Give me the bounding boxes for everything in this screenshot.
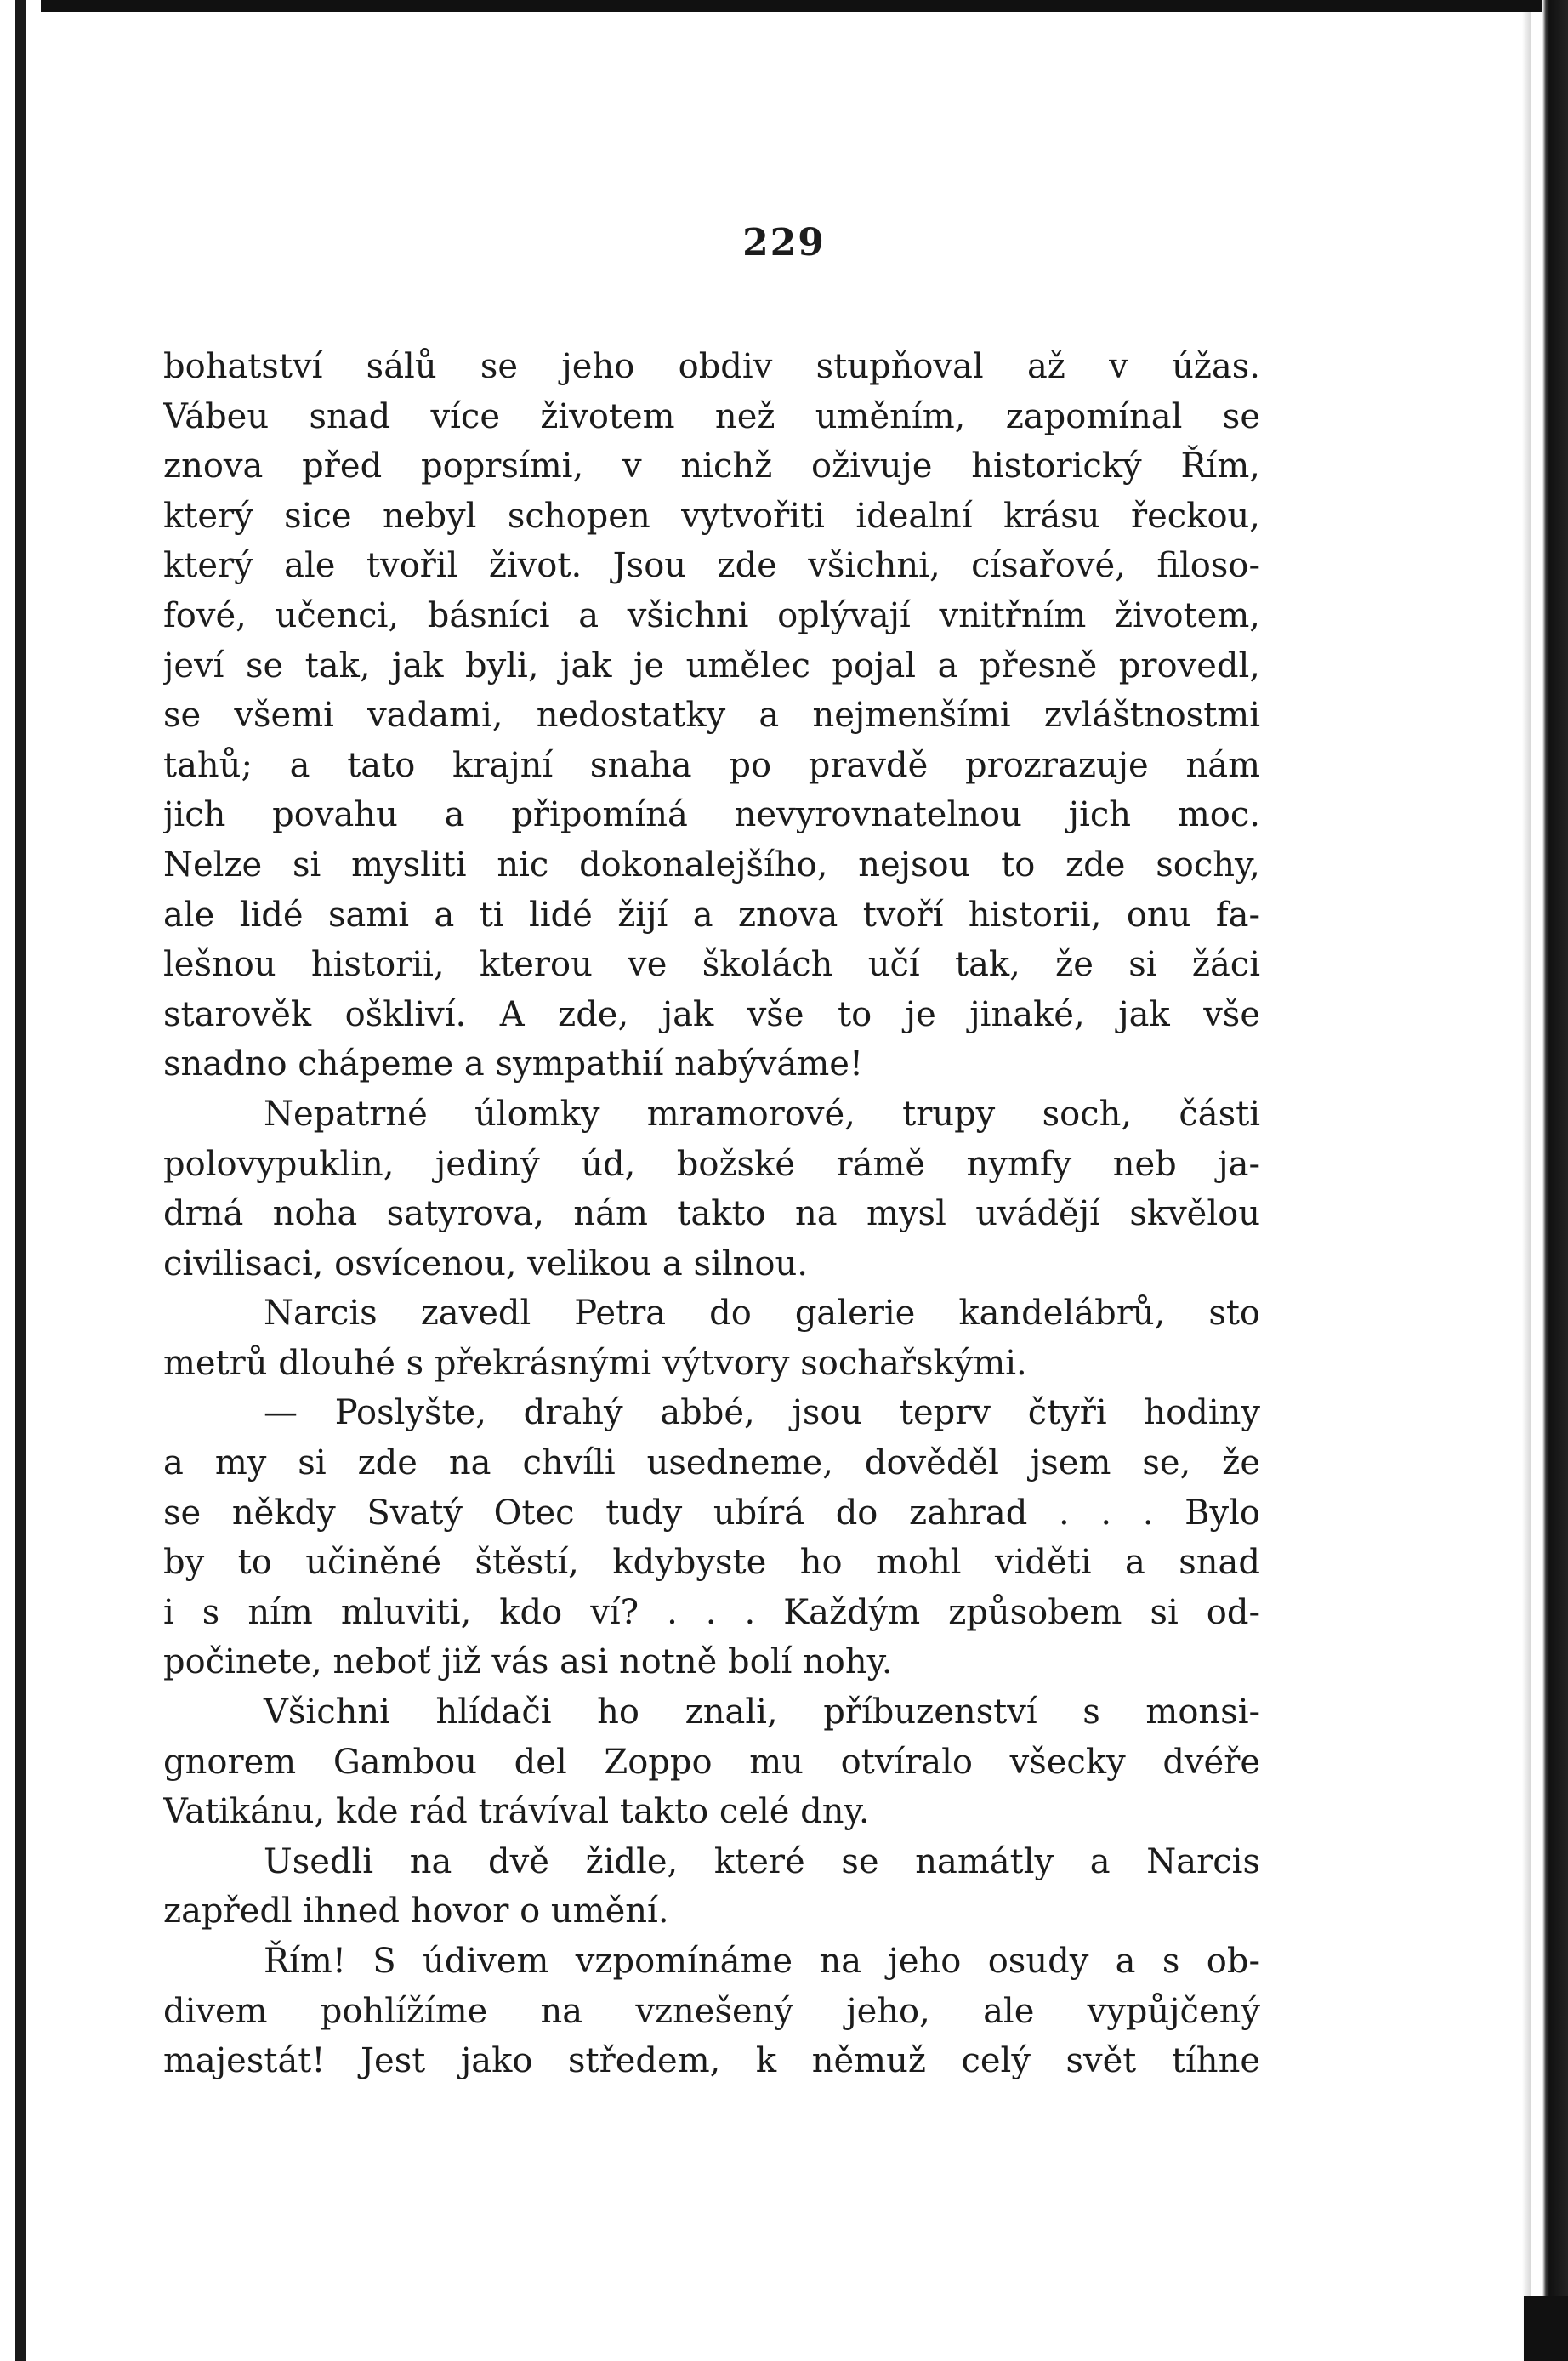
text-line: Vatikánu, kde rád trávíval takto celé dny. [163,1792,870,1832]
text-line: znova před poprsími, v nichž oživuje historický Řím, [163,447,1260,486]
text-line: Usedli na dvě židle, které se namátly a Narcis [264,1841,1260,1881]
text-line: Narcis zavedl Petra do galerie kandelábrů, sto [264,1294,1260,1334]
text-line: a my si zde na chvíli usedneme, dověděl jsem se, že [163,1443,1260,1483]
text-line: bohatství sálů se jeho obdiv stupňoval až v úžas. [163,347,1260,386]
text-line: zapředl ihned hovor o umění. [163,1892,669,1931]
text-line: snadno chápeme a sympathií nabýváme! [163,1044,864,1084]
text-line: drná noha satyrova, nám takto na mysl uvádějí skvělou [163,1194,1260,1234]
text-line: jeví se tak, jak byli, jak je umělec pojal a přesně provedl, [163,646,1260,686]
text-line: civilisaci, osvícenou, velikou a silnou. [163,1243,808,1283]
text-line: metrů dlouhé s překrásnými výtvory sochařskými. [163,1343,1027,1383]
text-line: se všemi vadami, nedostatky a nejmenšími zvláštnostmi [163,696,1260,736]
text-line: i s ním mluviti, kdo ví? . . . Každým způsobem si od- [163,1592,1260,1632]
text-line: tahů; a tato krajní snaha po pravdě prozrazuje nám [163,745,1260,785]
text-line: Všichni hlídači ho znali, příbuzenství s monsi- [264,1693,1260,1732]
text-line: gnorem Gambou del Zoppo mu otvíralo všecky dvéře [163,1742,1260,1782]
scan-border-right [1542,0,1568,2361]
text-line: který sice nebyl schopen vytvořiti idealní krásu řeckou, [163,496,1260,536]
text-line: Nelze si mysliti nic dokonalejšího, nejsou to zde sochy, [163,845,1260,885]
text-line: Vábeu snad více životem než uměním, zapomínal se [163,396,1260,436]
text-line: fové, učenci, básníci a všichni oplývají vnitřním životem, [163,595,1260,635]
scan-border-left [0,0,41,2361]
text-line: divem pohlížíme na vznešený jeho, ale vypůjčený [163,1991,1260,2031]
text-line: polovypuklin, jediný úd, božské rámě nymfy neb ja- [163,1144,1260,1184]
page-fold-shadow [1522,12,1531,2361]
text-line: jich povahu a připomíná nevyrovnatelnou jich moc. [163,795,1260,835]
text-line: počinete, neboť již vás asi notně bolí nohy. [163,1642,893,1682]
text-line: starověk oškliví. A zde, jak vše to je jinaké, jak vše [163,994,1260,1034]
scan-border-top [15,0,1568,12]
text-line: lešnou historii, kterou ve školách učí tak, že si žáci [163,945,1260,985]
text-line: který ale tvořil život. Jsou zde všichni, císařové, filoso- [163,546,1260,586]
text-line: Řím! S údivem vzpomínáme na jeho osudy a s ob- [264,1942,1260,1981]
text-line: ale lidé sami a ti lidé žijí a znova tvoří historii, onu fa- [163,895,1260,935]
text-line: majestát! Jest jako středem, k němuž celý svět tíhne [163,2041,1260,2081]
text-line: by to učiněné štěstí, kdybyste ho mohl viděti a snad [163,1543,1260,1583]
body-text [163,342,1260,2086]
page-number: 229 [742,221,826,265]
scan-corner-bottom-right [1524,2296,1568,2361]
text-line: se někdy Svatý Otec tudy ubírá do zahrad . . . Bylo [163,1493,1260,1533]
text-line: Nepatrné úlomky mramorové, trupy soch, části [264,1094,1260,1134]
text-line: — Poslyšte, drahý abbé, jsou teprv čtyři hodiny [264,1393,1260,1433]
